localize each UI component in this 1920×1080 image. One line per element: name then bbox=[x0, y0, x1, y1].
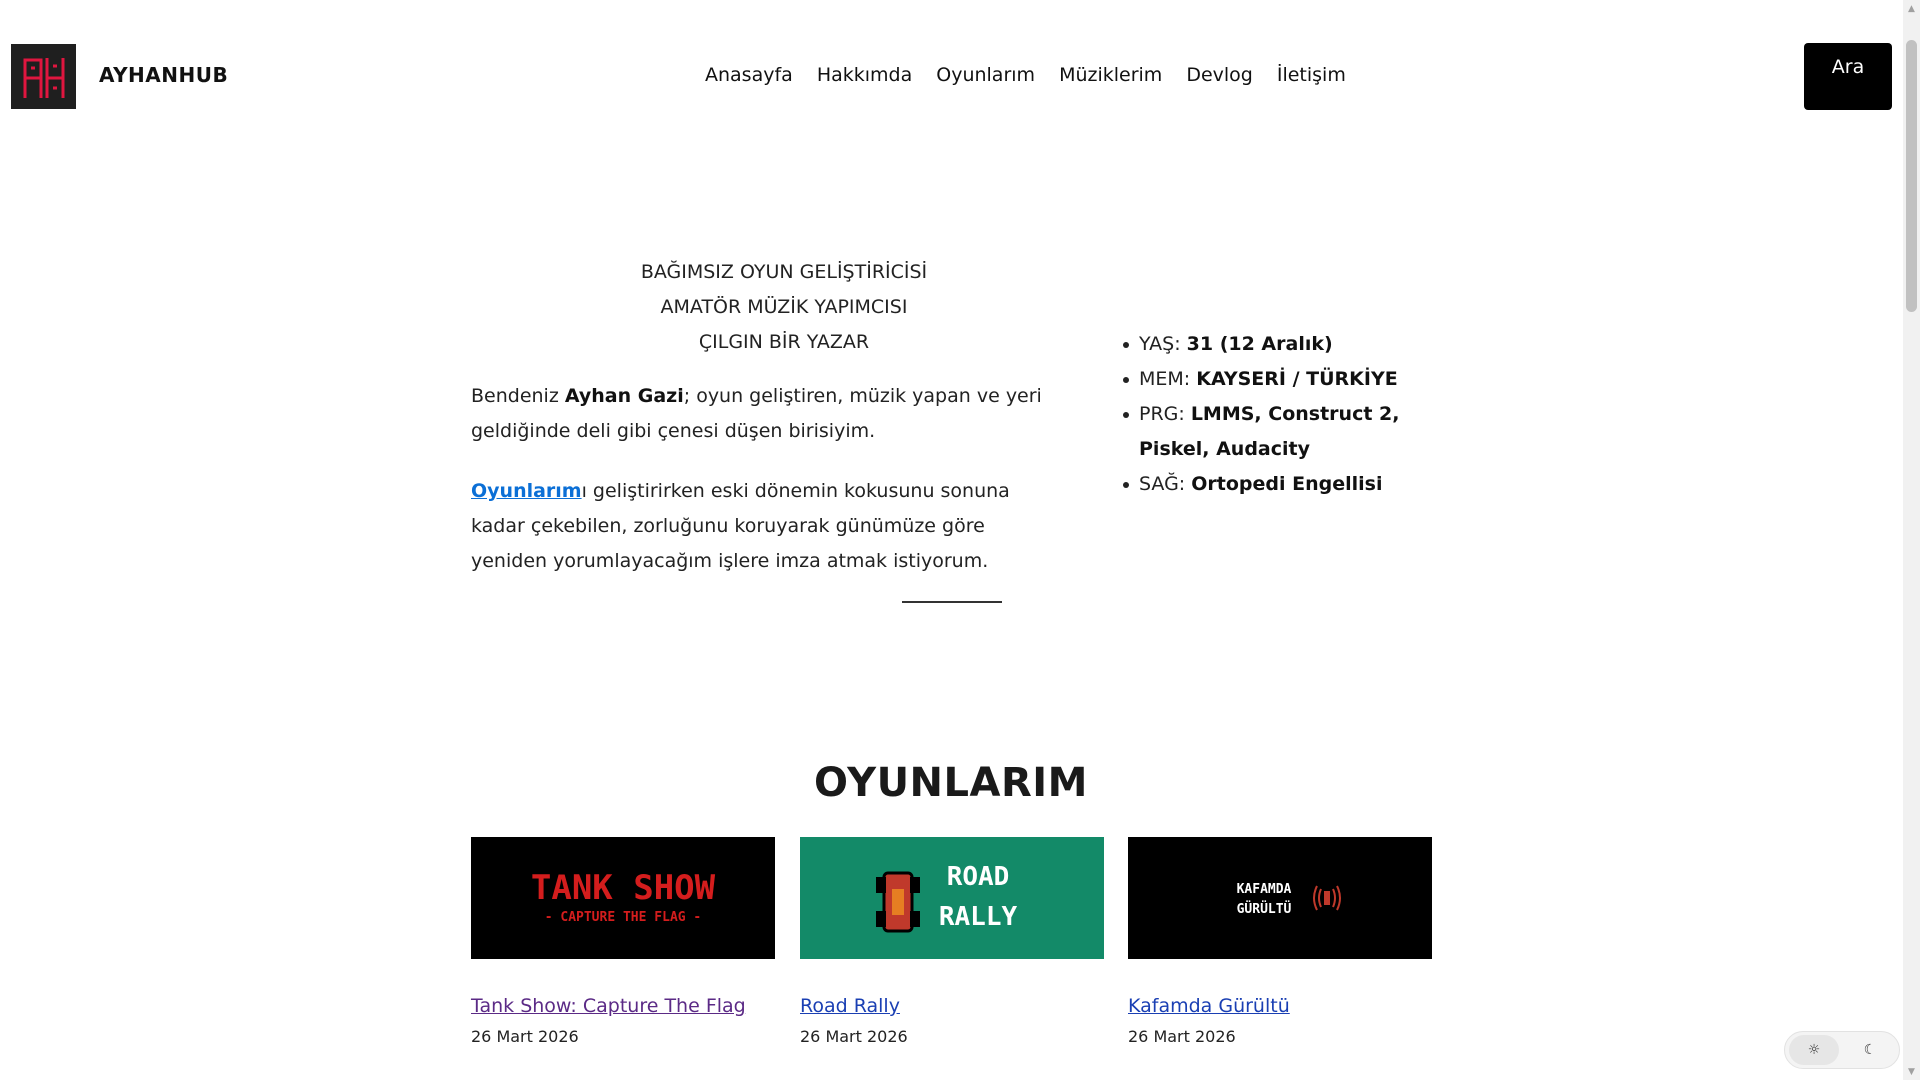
fact-value: KAYSERİ / TÜRKİYE bbox=[1196, 368, 1398, 390]
logo[interactable] bbox=[11, 44, 76, 109]
ah-logo-icon bbox=[21, 54, 67, 100]
game-card bbox=[800, 837, 1104, 1046]
fact-label: PRG: bbox=[1139, 403, 1191, 425]
facts-list bbox=[1120, 327, 1430, 502]
game-thumbnail[interactable] bbox=[800, 837, 1104, 959]
games-text: ı geliştirirken eski dönemin kokusunu sonuna kadar çekebilen, zorluğunu koruyarak günümüze göre yeniden yorumlayacağım işlere imza atmak istiyorum. bbox=[471, 480, 1010, 572]
game-date: 26 Mart 2026 bbox=[1128, 1027, 1236, 1046]
nav-iletisim[interactable]: İletişim bbox=[1276, 64, 1346, 86]
fact-label: SAĞ: bbox=[1139, 473, 1192, 495]
thumb-line2: RALLY bbox=[938, 902, 1018, 932]
role-line: BAĞIMSIZ OYUN GELİŞTİRİCİSİ bbox=[640, 261, 928, 283]
moon-icon[interactable]: ☾ bbox=[1863, 1042, 1877, 1058]
main-nav bbox=[705, 64, 1346, 86]
scroll-down-icon[interactable]: ▼ bbox=[1908, 1066, 1915, 1077]
sun-icon[interactable]: ☼ bbox=[1789, 1035, 1839, 1065]
games-section-title: OYUNLARIM bbox=[814, 760, 1088, 806]
nav-devlog[interactable]: Devlog bbox=[1186, 64, 1253, 86]
fact-item bbox=[1120, 327, 1430, 362]
thumb-line1: KAFAMDA bbox=[1236, 882, 1292, 897]
fact-item bbox=[1120, 362, 1430, 397]
fact-value: Ortopedi Engellisi bbox=[1191, 473, 1383, 495]
nav-hakkimda[interactable]: Hakkımda bbox=[816, 64, 913, 86]
game-card bbox=[1128, 837, 1432, 1046]
game-title-link[interactable]: Road Rally bbox=[800, 995, 900, 1017]
game-card bbox=[471, 837, 775, 1046]
intro-paragraph bbox=[471, 379, 1061, 449]
fact-value: LMMS, Construct 2, Piskel, Audacity bbox=[1139, 403, 1400, 460]
divider bbox=[902, 601, 1002, 603]
intro-prefix: Bendeniz bbox=[471, 385, 565, 407]
thumb-line2: - CAPTURE THE FLAG - bbox=[544, 910, 702, 925]
intro-suffix: ; oyun geliştiren, müzik yapan ve yeri geldiğinde deli gibi çenesi düşen birisiyim. bbox=[471, 385, 1042, 442]
thumb-line1: TANK SHOW bbox=[530, 868, 716, 908]
game-thumbnail-art bbox=[1128, 837, 1432, 959]
fact-label: YAŞ: bbox=[1139, 333, 1187, 355]
game-thumbnail-art bbox=[471, 837, 775, 959]
thumb-line1: ROAD bbox=[946, 862, 1010, 892]
roles bbox=[471, 255, 1097, 360]
fact-item bbox=[1120, 397, 1430, 467]
game-date: 26 Mart 2026 bbox=[800, 1027, 908, 1046]
thumb-line2: GÜRÜLTÜ bbox=[1236, 902, 1292, 917]
fact-value: 31 (12 Aralık) bbox=[1186, 333, 1333, 355]
intro-name: Ayhan Gazi bbox=[564, 385, 684, 407]
brand-name[interactable]: AYHANHUB bbox=[99, 63, 229, 87]
fact-item bbox=[1120, 467, 1430, 502]
scroll-up-icon[interactable]: ▲ bbox=[1908, 3, 1915, 14]
sound-icon bbox=[1314, 886, 1340, 910]
nav-anasayfa[interactable]: Anasayfa bbox=[705, 64, 793, 86]
game-thumbnail[interactable] bbox=[471, 837, 775, 959]
game-thumbnail[interactable] bbox=[1128, 837, 1432, 959]
search-button[interactable]: Ara bbox=[1804, 43, 1892, 110]
game-date: 26 Mart 2026 bbox=[471, 1027, 579, 1046]
game-thumbnail-art bbox=[800, 837, 1104, 959]
nav-oyunlarim[interactable]: Oyunlarım bbox=[936, 64, 1036, 86]
role-line: ÇILGIN BİR YAZAR bbox=[698, 331, 870, 353]
role-line: AMATÖR MÜZİK YAPIMCISI bbox=[660, 296, 908, 318]
game-title-link[interactable]: Tank Show: Capture The Flag bbox=[471, 995, 746, 1017]
car-icon bbox=[876, 873, 920, 931]
theme-toggle[interactable] bbox=[1784, 1031, 1900, 1069]
scroll-thumb[interactable] bbox=[1906, 40, 1917, 312]
scrollbar[interactable] bbox=[1903, 0, 1920, 1080]
games-paragraph bbox=[471, 474, 1061, 579]
games-link[interactable]: Oyunlarım bbox=[471, 480, 582, 502]
nav-muziklerim[interactable]: Müziklerim bbox=[1059, 64, 1163, 86]
game-title-link[interactable]: Kafamda Gürültü bbox=[1128, 995, 1290, 1017]
fact-label: MEM: bbox=[1139, 368, 1197, 390]
